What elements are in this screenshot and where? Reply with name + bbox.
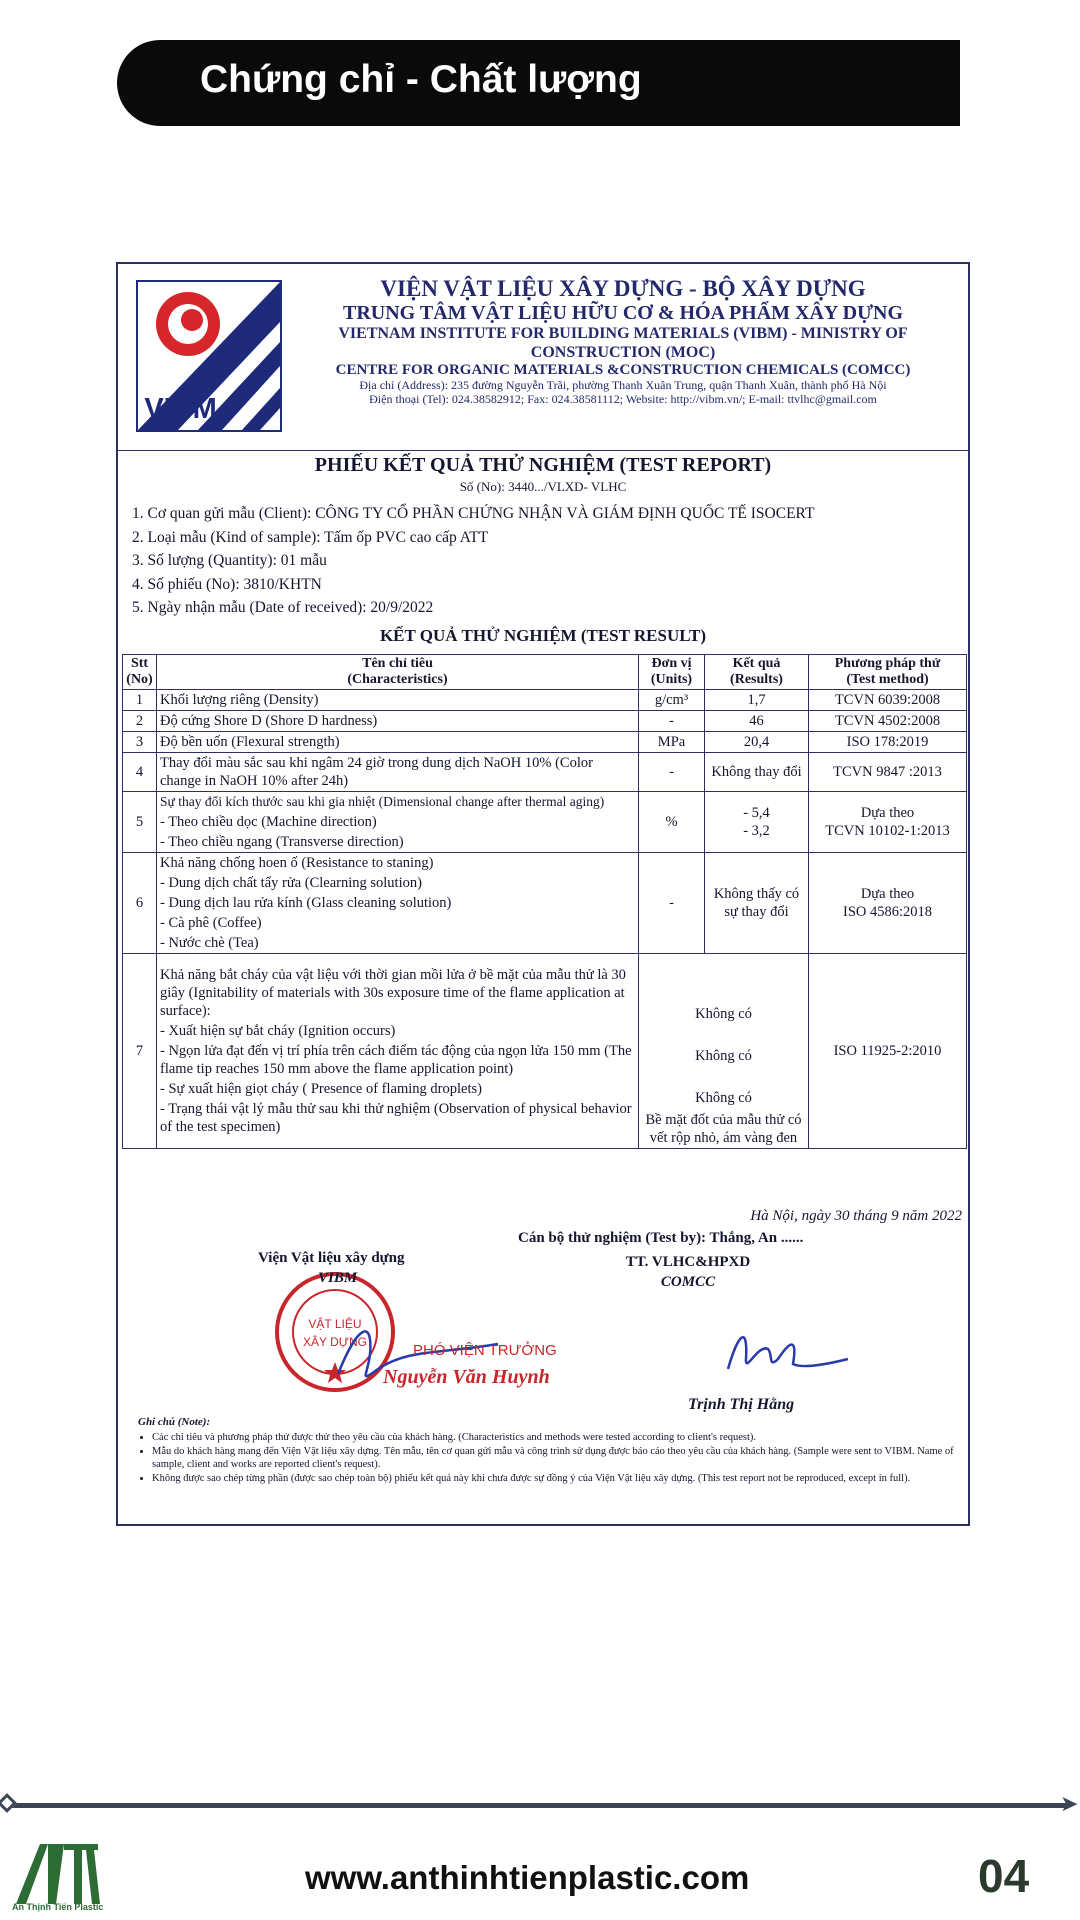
brand-name: An Thịnh Tiến Plastic bbox=[12, 1902, 104, 1912]
vibm-logo bbox=[136, 280, 282, 432]
info-line: 3. Số lượng (Quantity): 01 mẫu bbox=[132, 552, 327, 569]
info-line: 1. Cơ quan gửi mẫu (Client): CÔNG TY CỔ PHẦN CHỨNG NHẬN VÀ GIÁM ĐỊNH QUỐC TẾ ISOCERT bbox=[132, 505, 815, 522]
results-table bbox=[122, 654, 967, 1149]
report-number: Số (No): 3440.../VLXD- VLHC bbox=[459, 479, 627, 494]
header-units: Đơn vị (Units) bbox=[639, 655, 705, 690]
organization-block bbox=[288, 276, 958, 407]
page-number: 04 bbox=[978, 1850, 1030, 1902]
table-header-row bbox=[123, 655, 967, 690]
test-report-document bbox=[116, 262, 970, 1526]
header-method: Phương pháp thử (Test method) bbox=[809, 655, 967, 690]
row-sub-item: - Sự xuất hiện giọt cháy ( Presence of flaming droplets) bbox=[160, 1081, 482, 1097]
row-sub-item: - Ngọn lửa đạt đến vị trí phía trên cách điểm tác động của ngọn lửa 150 mm (The flame tip reaches 150 mm above the flame application point) bbox=[160, 1043, 632, 1077]
org-line: VIỆN VẬT LIỆU XÂY DỰNG - BỘ XÂY DỰNG bbox=[380, 276, 866, 301]
row-sub-item: - Trạng thái vật lý mẫu thử sau khi thử nghiệm (Observation of physical behavior of the test specimen) bbox=[160, 1101, 632, 1135]
report-header bbox=[118, 264, 968, 451]
title-banner bbox=[117, 40, 960, 126]
tester-label: Cán bộ thử nghiệm (Test by): Thắng, An ...... bbox=[518, 1230, 804, 1246]
notes-title: Ghi chú (Note): bbox=[138, 1416, 211, 1428]
svg-text:XÂY DỰNG: XÂY DỰNG bbox=[302, 1335, 368, 1349]
brand-logo-icon bbox=[12, 1838, 102, 1910]
row-sub-item: - Cà phê (Coffee) bbox=[160, 915, 262, 931]
row-sub-item: - Nước chè (Tea) bbox=[160, 935, 259, 951]
center-name: TT. VLHC&HPXD COMCC bbox=[625, 1254, 751, 1290]
report-notes bbox=[138, 1416, 958, 1486]
page-title: Chứng chỉ - Chất lượng bbox=[200, 58, 642, 101]
vibm-label: VIBM bbox=[318, 1270, 358, 1286]
org-contact: Điện thoại (Tel): 024.38582912; Fax: 024.38581112; Website: http://vibm.vn/; E-mail: ttvlhc@gmail.com bbox=[369, 392, 877, 407]
row-sub-item: - Xuất hiện sự bắt cháy (Ignition occurs) bbox=[160, 1023, 396, 1039]
table-row: 5 Sự thay đổi kích thước sau khi gia nhiệt (Dimensional change after thermal aging) - Theo chiều dọc (Machine direction) - Theo chiều ngang (Transverse direction) % - 5,4 - 3,2 Dựa theo TCVN 10102-1:2013 bbox=[123, 792, 967, 853]
table-row: 2 Độ cứng Shore D (Shore D hardness) - 46 TCVN 4502:2008 bbox=[123, 711, 967, 732]
result-value: Không có bbox=[695, 1048, 752, 1064]
table-row: 7 Khả năng bắt cháy của vật liệu với thời gian mồi lửa ở bề mặt của mẫu thử là 30 giây (Ignitability of materials with 30s exposure time of the flame application at surface): - Xuất hiện sự bắt cháy (Ignition occurs) - Ngọn lửa đạt đến vị trí phía trên cách điểm tác động của ngọn lửa 150 mm (The flame tip reaches 150 mm above the flame application point) - Sự xuất hiện giọt cháy ( Presence of flaming droplets) - Trạng thái vật lý mẫu thử sau khi thử nghiệm (Observation of physical behavior of the test specimen) Không có Không có Không có Bề mặt đốt của mẫu thử có vết rộp nhỏ, ám vàng đen ISO 11925-2:2010 bbox=[123, 954, 967, 1149]
row-sub-item: - Dung dịch chất tẩy rửa (Clearning solution) bbox=[160, 875, 422, 891]
website-link[interactable]: www.anthinhtienplastic.com bbox=[305, 1859, 750, 1896]
row-sub-item: - Theo chiều dọc (Machine direction) bbox=[160, 814, 377, 830]
footer-divider bbox=[10, 1803, 1068, 1808]
row-sub-item: - Theo chiều ngang (Transverse direction) bbox=[160, 834, 404, 850]
result-value: - 3,2 bbox=[743, 823, 770, 839]
row-sub-item: - Dung dịch lau rửa kính (Glass cleaning solution) bbox=[160, 895, 452, 911]
result-value: Bề mặt đốt của mẫu thử có vết rộp nhỏ, ám vàng đen bbox=[645, 1112, 802, 1146]
info-line: 2. Loại mẫu (Kind of sample): Tấm ốp PVC cao cấp ATT bbox=[132, 528, 489, 546]
info-line: 4. Số phiếu (No): 3810/KHTN bbox=[132, 575, 322, 593]
sample-info bbox=[132, 502, 952, 620]
tester-name: Trịnh Thị Hằng bbox=[688, 1396, 795, 1413]
report-title-area bbox=[118, 454, 968, 495]
table-row: 6 Khả năng chống hoen ố (Resistance to staning) - Dung dịch chất tẩy rửa (Clearning solution) - Dung dịch lau rửa kính (Glass cleaning solution) - Cà phê (Coffee) - Nước chè (Tea) - Không thấy có sự thay đổi Dựa theo ISO 4586:2018 bbox=[123, 853, 967, 954]
org-line: CENTRE FOR ORGANIC MATERIALS &CONSTRUCTION CHEMICALS (COMCC) bbox=[335, 362, 911, 379]
institute-name: Viện Vật liệu xây dựng bbox=[258, 1250, 405, 1266]
table-row: 4 Thay đổi màu sắc sau khi ngâm 24 giờ trong dung dịch NaOH 10% (Color change in NaOH 10% after 24h) - Không thay đổi TCVN 9847 :2013 bbox=[123, 753, 967, 792]
table-row: 3 Độ bền uốn (Flexural strength) MPa 20,4 ISO 178:2019 bbox=[123, 732, 967, 753]
header-characteristics: Tên chỉ tiêu (Characteristics) bbox=[157, 655, 639, 690]
deputy-title: PHÓ VIỆN TRƯỞNG bbox=[413, 1342, 557, 1359]
row-heading: Sự thay đổi kích thước sau khi gia nhiệt (Dimensional change after thermal aging) bbox=[160, 794, 605, 809]
result-value: - 5,4 bbox=[743, 805, 770, 821]
header-stt: Stt (No) bbox=[123, 655, 157, 690]
info-line: 5. Ngày nhận mẫu (Date of received): 20/9/2022 bbox=[132, 599, 434, 616]
result-title: KẾT QUẢ THỬ NGHIỆM (TEST RESULT) bbox=[379, 626, 707, 645]
diamond-icon bbox=[0, 1793, 17, 1813]
header-results: Kết quả (Results) bbox=[705, 655, 809, 690]
row-heading: Khả năng bắt cháy của vật liệu với thời gian mồi lửa ở bề mặt của mẫu thử là 30 giây (Ignitability of materials with 30s exposure time of the flame application at surface): bbox=[160, 967, 626, 1019]
tester-signature bbox=[718, 1314, 858, 1384]
report-title: PHIẾU KẾT QUẢ THỬ NGHIỆM (TEST REPORT) bbox=[314, 454, 772, 476]
note-item: • Mẫu do khách hàng mang đến Viện Vật liệu xây dựng. Tên mẫu, tên cơ quan gửi mẫu và công trình sử dụng được báo cáo theo yêu cầu của khách hàng. (Sample were sent to VIBM. Name of sample, client and works are reported client's request). bbox=[152, 1445, 958, 1471]
note-item: • Các chỉ tiêu và phương pháp thử được thử theo yêu cầu của khách hàng. (Characteristics and methods were tested according to client's request). bbox=[152, 1431, 958, 1444]
arrow-right-icon: ➤ bbox=[1060, 1792, 1079, 1817]
result-value: Không có bbox=[695, 1090, 752, 1106]
org-line: TRUNG TÂM VẬT LIỆU HỮU CƠ & HÓA PHẨM XÂY DỰNG bbox=[342, 302, 903, 325]
svg-text:VẬT LIỆU: VẬT LIỆU bbox=[308, 1317, 362, 1331]
vibm-logo-text: VIBM bbox=[144, 393, 217, 425]
result-value: Không có bbox=[695, 1006, 752, 1022]
deputy-name: Nguyễn Văn Huynh bbox=[383, 1366, 550, 1388]
org-line: VIETNAM INSTITUTE FOR BUILDING MATERIALS (VIBM) - MINISTRY OF CONSTRUCTION (MOC) bbox=[338, 325, 908, 361]
row-heading: Khả năng chống hoen ố (Resistance to staning) bbox=[160, 855, 434, 871]
sign-date: Hà Nội, ngày 30 tháng 9 năm 2022 bbox=[750, 1208, 962, 1224]
note-item: • Không được sao chép từng phần (được sao chép toàn bộ) phiếu kết quả này khi chưa được sự đồng ý của Viện Vật liệu xây dựng. (This test report not be reproduced, except in full). bbox=[152, 1472, 958, 1485]
org-address: Địa chỉ (Address): 235 đường Nguyễn Trãi, phường Thanh Xuân Trung, quận Thanh Xuân, thành phố Hà Nội bbox=[359, 378, 887, 393]
table-row: 1 Khối lượng riêng (Density) g/cm³ 1,7 TCVN 6039:2008 bbox=[123, 690, 967, 711]
